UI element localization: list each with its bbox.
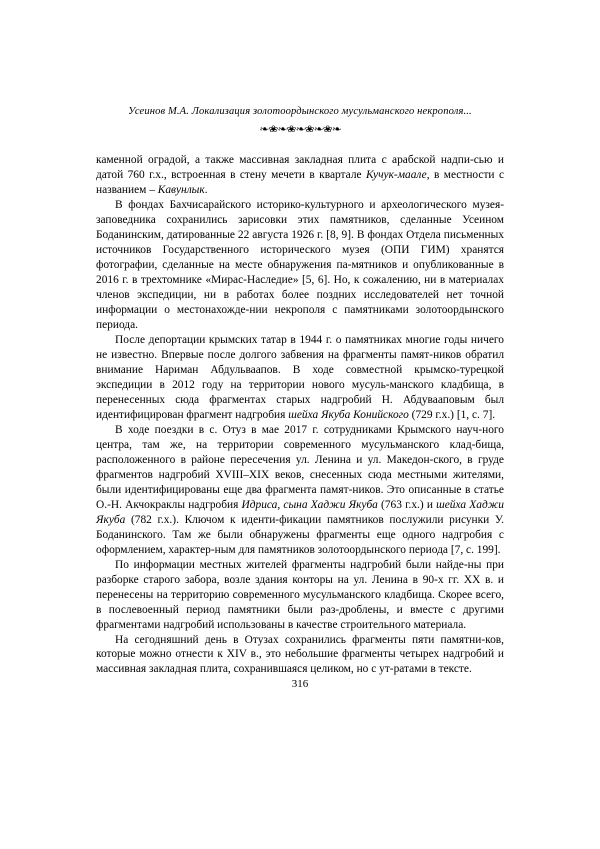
paragraph [96,423,504,558]
text-run: В фондах Бахчисарайского историко-культурного и археологического музея-заповедника сохранились зарисовки этих памятников, сделанные Усеином Боданинским, датированные 22 августа 1926 г. [8, 9]. В фондах Отдела письменных источников Государственного исторического музея (ОПИ ГИМ) хранятся фотографии, сделанные на месте обнаружения па-мятников и опубликованные в 2016 г. в трехтомнике «Мирас-Наследие» [5, 6]. Но, к сожалению, ни в материалах членов экспедиции, ни в работах более поздних исследователей нет точной информации о местонахожде-нии некрополя с памятниками золотоордынского периода. [96,198,504,331]
text-run: (729 г.х.) [1, с. 7]. [408,408,496,421]
italic-term: Кучук-маале [365,168,427,181]
ornament-glyphs: ❧❀❧❀❧❀❧❀❧ [259,123,341,135]
page-number: 316 [291,678,309,690]
text-run: В ходе поездки в с. Отуз в мае 2017 г. сотрудниками Крымского науч-ного центра, там же, на территории современного мусульманского клад-бища, расположенного в районе пересечения ул. Ленина и ул. Македон-ского, в груде фрагментов надгробий XVIII–XIX веков, снесенных сюда местными жителями, были идентифицированы еще два фрагмента памят-ников. Это описанные в статье О.-Н. Акчокраклы надгробия [96,423,504,511]
text-run: (763 г.х.) и [377,498,437,511]
italic-term: Кавунлык [157,183,205,196]
italic-term: шейха Якуба Конийского [288,408,409,421]
text-run: , в местности с названием – [96,168,504,196]
text-run: После депортации крымских татар в 1944 г. о памятниках многие годы ничего не известно. Впервые после долгого забвения на фрагменты памят-ников обратил внимание Нариман Абдульваапов. В ходе совместной крымско-турецкой экспедиции в 2012 году на территории нового мусуль-манского кладбища, в перенесенных сюда фрагментах старых надгробий Н. Абдувааповым был идентифицирован фрагмент надгробия [96,333,504,421]
text-run: . [204,183,208,196]
paragraph [96,153,504,198]
paragraph [96,633,504,678]
running-head: Усеинов М.А. Локализация золотоордынского мусульманского некрополя... [128,106,472,117]
ornament-divider [96,123,504,135]
body-text [96,153,504,677]
paragraph [96,333,504,423]
text-run: каменной оградой, а также массивная закладная плита с арабской надпи-сью и датой 760 г.х., встроенная в стену мечети в квартале [96,154,504,181]
italic-term: шейха Хаджи Якуба [96,498,504,526]
text-run: По информации местных жителей фрагменты надгробий были найде-ны при разборке старого забора, возле здания конторы на ул. Ленина в 90-х гг. XX в. и перенесены на территорию современного мусульманского кладбища. Скорее всего, в послевоенный период памятники были раз-дроблены, и вместе с другими фрагментами надгробий использованы в качестве строительного материала. [96,558,504,631]
italic-term: Идриса, сына Хаджи Якуба [241,498,378,511]
paragraph [96,198,504,333]
text-run: На сегодняшний день в Отузах сохранились фрагменты пяти памятни-ков, которые можно отнести к XIV в., это небольшие фрагменты четырех надгробий и массивная закладная плита, сохранившаяся целиком, но с ут-ратами в тексте. [96,633,504,676]
text-run: (782 г.х.). Ключом к иденти-фикации памятников послужили рисунки У. Боданинского. Там же были обнаружены фрагменты еще одного надгробия с оформлением, характер-ным для памятников золотоордынского периода [7, с. 199]. [96,513,504,556]
page-content [96,106,504,677]
paragraph [96,558,504,633]
